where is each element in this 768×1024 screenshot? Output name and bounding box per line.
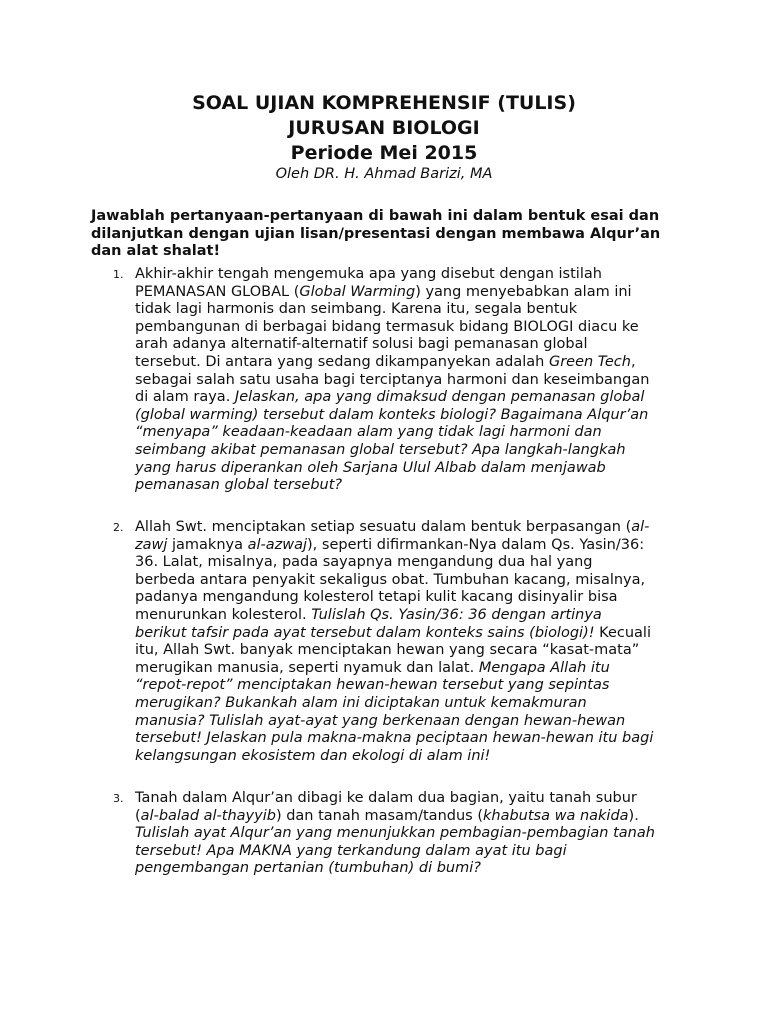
question-line [135,625,653,643]
text-run: Allah Swt. menciptakan setiap sesuatu dalam bentuk berpasangan ( [135,519,632,535]
text-run: pemanasan global tersebut? [135,477,343,494]
text-run: Akhir-akhir tengah mengemuka apa yang disebut dengan istilah [135,266,602,282]
text-run: zawj [135,536,168,553]
question-line [135,607,653,625]
text-run: arah adanya alternatif-alternatif solusi bagi pemanasan global [135,336,588,353]
text-run: padanya mengandung kolesterol tetapi kulit kacang disinyalir bisa [135,589,618,606]
text-run: pengembangan pertanian (tumbuhan) di bumi? [135,860,481,877]
text-run: 36. Lalat, misalnya, pada sayapnya mengandung dua hal yang [135,554,593,571]
text-run: Mengapa Allah itu [478,659,610,676]
question-line [135,808,655,826]
text-run: Tulislah ayat Alqur’an yang menunjukkan pembagian-pembagian tanah [135,825,655,842]
text-run: ( [135,807,141,824]
question-text [135,790,655,878]
question-line [135,354,649,372]
question-line [135,424,649,442]
question-line [135,825,655,843]
title-line-2: JURUSAN BIOLOGI [288,117,480,139]
text-run: ) dan tanah masam/tandus ( [275,807,483,824]
question-line [135,301,649,319]
question-line [135,389,649,407]
question-line [135,713,653,731]
text-run: khabutsa wa nakida [482,807,629,824]
question-line [135,372,649,390]
question-line [135,442,649,460]
question-line [135,537,653,555]
text-run: sebagai salah satu usaha bagi terciptanya harmoni dan keseimbangan [135,371,650,388]
text-run: itu, Allah Swt. banyak menciptakan hewan yang secara “kasat-mata” [135,642,640,659]
text-run: al-azwaj [247,536,308,553]
text-run: Kecuali [594,624,651,641]
question-line [135,860,655,878]
text-run: Global Warming [299,283,416,300]
text-run: menurunkan kolesterol. [135,606,312,623]
text-run: yang harus diperankan oleh Sarjana Ulul Albab dalam menjawab [135,459,606,476]
question-number: 3. [113,792,124,805]
question-line [135,730,653,748]
question-line [135,319,649,337]
text-run: ) yang menyebabkan alam ini [415,283,632,300]
text-run: “menyapa” keadaan-keadaan alam yang tidak lagi harmoni dan [135,424,602,441]
question-line [135,407,649,425]
title-line-3: Periode Mei 2015 [290,142,478,164]
question-line [135,266,649,284]
question-number: 2. [113,521,124,534]
text-run: al- [631,519,650,535]
text-run: merugikan? Bukankah alam ini diciptakan untuk kemakmuran [135,694,587,711]
text-run: Tulislah Qs. Yasin/36: 36 dengan artinya [311,606,602,623]
text-run: ). [628,807,639,824]
text-run: Jelaskan, apa yang dimaksud dengan pemanasan global [234,389,645,406]
question-line [135,572,653,590]
question-text [135,266,649,495]
question-line [135,677,653,695]
text-run: PEMANASAN GLOBAL ( [135,283,300,300]
question-line [135,660,653,678]
question-line [135,460,649,478]
author-line: Oleh DR. H. Ahmad Barizi, MA [275,166,493,182]
text-run: berikut tafsir pada ayat tersebut dalam konteks sains (biologi)! [135,624,595,641]
text-run: , [630,353,636,370]
text-run: pembangunan di berbagai bidang termasuk bidang BIOLOGI diacu ke [135,318,639,335]
text-run: “repot-repot” menciptakan hewan-hewan tersebut yang sepintas [135,677,610,694]
text-run: berbeda antara penyakit sekaligus obat. Tumbuhan kacang, misalnya, [135,571,646,588]
question-line [135,748,653,766]
text-run: (global warming) tersebut dalam konteks biologi? Bagaimana Alqur’an [135,406,649,423]
question-line [135,790,655,808]
text-run: tersebut! Jelaskan pula makna-makna peciptaan hewan-hewan itu bagi [135,730,654,747]
text-run: manusia? Tulislah ayat-ayat yang berkenaan dengan hewan-hewan [135,712,626,729]
text-run: di alam raya. [135,389,235,406]
text-run: tersebut! Apa MAKNA yang terkandung dalam ayat itu bagi [135,842,567,859]
question-line [135,519,653,537]
question-line [135,336,649,354]
text-run: merugikan manusia, seperti nyamuk dan lalat. [135,659,479,676]
question-number: 1. [113,268,124,281]
question-line [135,284,649,302]
question-line [135,589,653,607]
text-run: jamaknya [167,536,248,553]
question-line [135,554,653,572]
text-run: kelangsungan ekosistem dan ekologi di alam ini! [135,747,491,764]
text-run: tidak lagi harmonis dan seimbang. Karena itu, segala bentuk [135,301,578,318]
question-line [135,642,653,660]
question-line [135,477,649,495]
text-run: tersebut. Di antara yang sedang dikampanyekan adalah [135,353,549,370]
text-run: al-balad al-thayyib [140,807,276,824]
title-line-1: SOAL UJIAN KOMPREHENSIF (TULIS) [192,92,576,114]
text-run: Green Tech [548,353,631,370]
question-line [135,695,653,713]
instructions-paragraph: Jawablah pertanyaan-pertanyaan di bawah ini dalam bentuk esai dan dilanjutkan dengan ujian lisan/presentasi dengan membawa Alqur’an dan alat shalat! [91,208,661,260]
text-run: Tanah dalam Alqur’an dibagi ke dalam dua bagian, yaitu tanah subur [135,790,637,806]
question-line [135,843,655,861]
text-run: ), seperti difirmankan-Nya dalam Qs. Yasin/36: [307,536,645,553]
text-run: seimbang akibat pemanasan global tersebut? Apa langkah-langkah [135,441,626,458]
question-text [135,519,653,765]
